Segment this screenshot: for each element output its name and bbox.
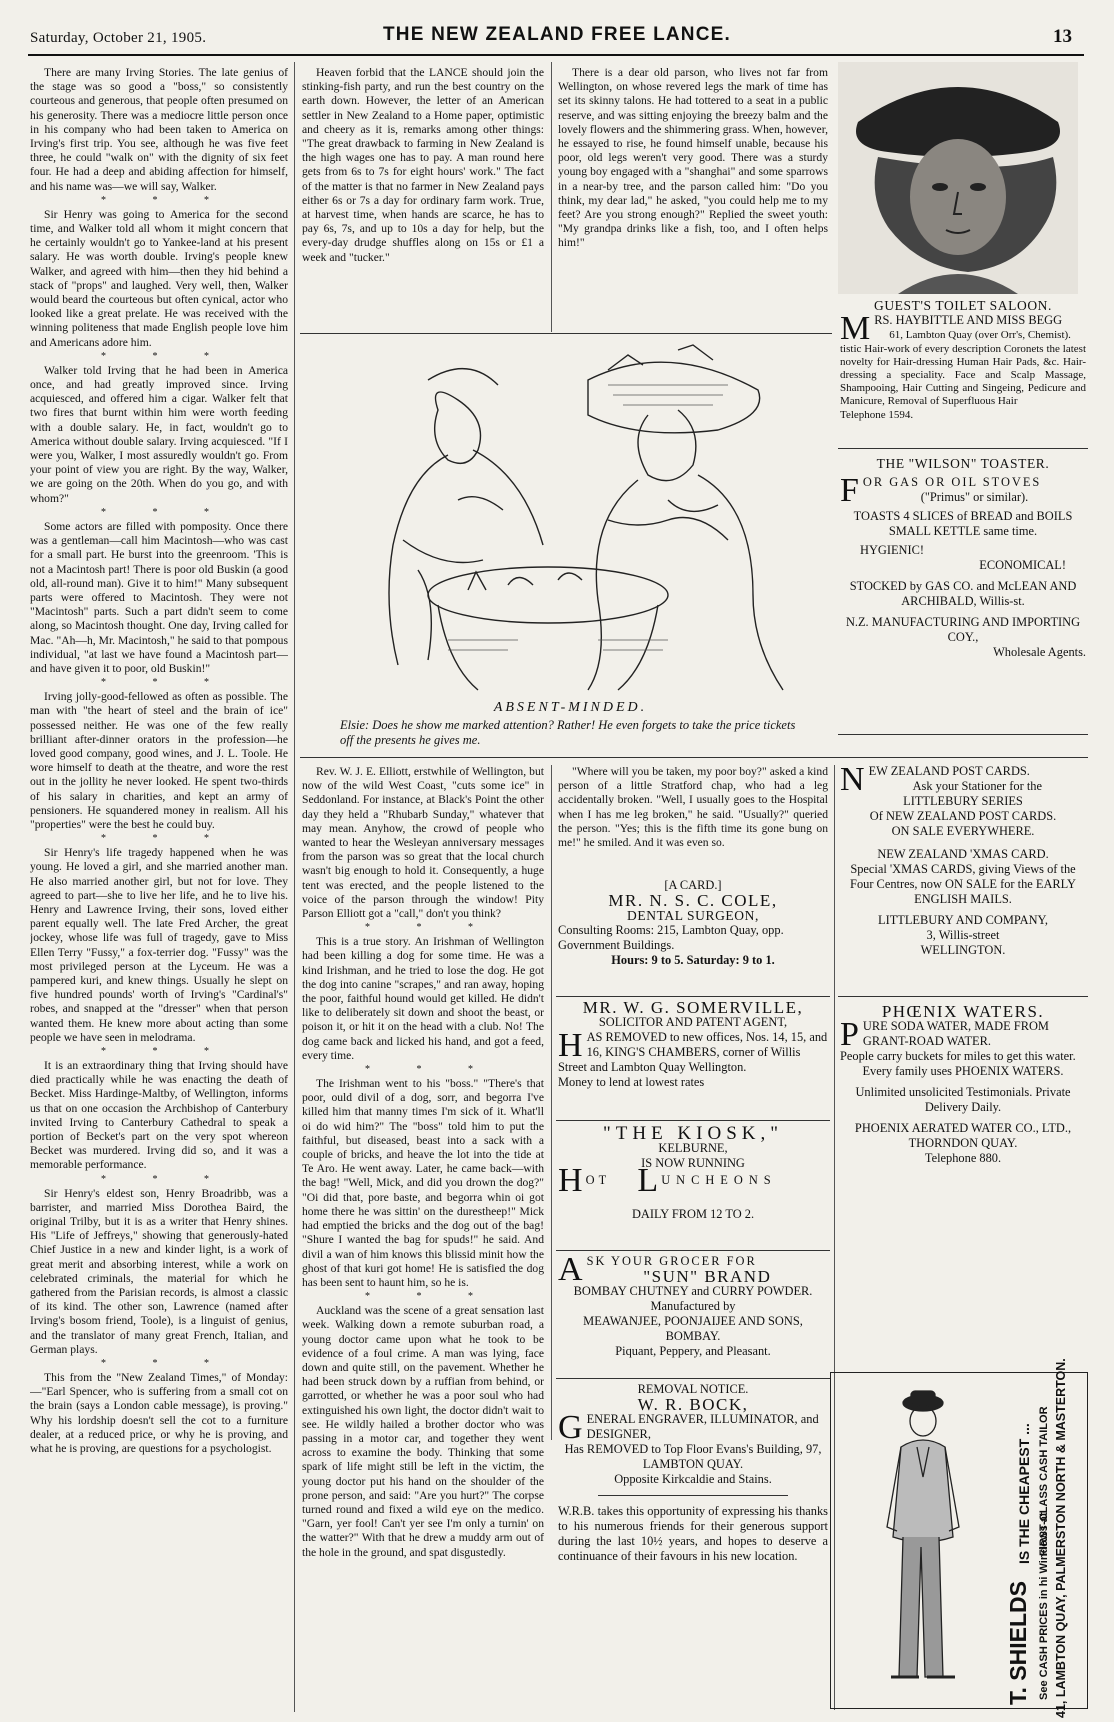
ad-title: GUEST'S TOILET SALOON. <box>873 298 1052 313</box>
ad-line: People carry buckets for miles to get this water. <box>840 1049 1076 1063</box>
ad-line: Every family uses PHOENIX WATERS. <box>862 1064 1064 1078</box>
column-divider <box>294 62 295 1712</box>
section-divider: * * * <box>101 1046 231 1057</box>
article-paragraph: Sir Henry's life tragedy happened when he was young. He loved a girl, and she married another man. He also married another girl, but not for love. They agreed to part—she to live her life, and he to live his. Henry and Lawrence Irving, their sons, loved either parent equally well. The late Fred Archer, the great jockey, whose life was full of tragedy, gave to Miss Ellen Terry "Fussy," a fox-terrier dog. "Fussy" was the most privileged person at the Lyceum. He was a pampered kuri, and knew things. Usually he slept on five hundred pounds' worth of Irving's "Cardinal's" robes, and snapped at the "dresser" when that person wanted them. He knew more about acting than some people we have seen in melodrama. <box>30 846 288 1044</box>
ad-economical: ECONOMICAL! <box>979 558 1066 572</box>
section-divider: * * * <box>101 350 231 362</box>
ad-special: Special 'XMAS CARDS, giving Views of the Four Centres, now ON SALE for the EARLY ENGLISH MAILS. <box>850 862 1076 906</box>
ad-word: OT <box>585 1173 611 1187</box>
column-farm-wages <box>302 66 544 330</box>
article-paragraph: Auckland was the scene of a great sensation last week. Walking down a remote suburban road, a young doctor came upon what he took to be evidence of a foul crime. A man was lying, face down and quite still, on the pavement. Whether he had been struck down by a ruffian from behind, or garrotted, or whether he was a poor soul who had extinguished his own light, the doctor didn't wait to see. He wildly hailed a brother doctor who was passing in a motor car, and together they went across to examine the body. Thinking that some spark of life might still be left in the victim, the young doctor put his hand on the shoulder of the prone person, and said: "Are you hurt?" The corpse turned round and fixed a wild eye on the medico. "Garn, yer fool! Can't yer see I'm only a turnin' on the watter?" With that he drew a muddy arm out of the hole in the ground, and spat disgustedly. <box>302 1304 544 1559</box>
ad-running: IS NOW RUNNING <box>641 1156 745 1170</box>
ad-line: OR GAS OR OIL STOVES <box>862 475 1042 489</box>
article-paragraph: Sir Henry was going to America for the second time, and Walker told all whom it might concern that he certainly wouldn't go to Yankee-land at his present salary. He was worth double. Irving's people knew Walker, and agreed with him—then they hid behind a stack of "props" and laughed. Very well, then, Walker would beard the courteous but often cynical, actor who looked like a great prelate. He was received with the winning politeness that made English people love him and Americans adore him. <box>30 207 288 349</box>
article-paragraph: There are many Irving Stories. The late genius of the stage was so good a "boss," so consistently courteous and generous, that people often presumed on his generosity. There was a mediocre little person once in his company who had been taken to America on Irving's first trip. You see, although he was five feet three, he could "walk on" with the dignity of six feet four. He had a deep and abiding affection for himself, and his name was—we will say, Walker. <box>30 66 288 193</box>
ad-line: Unlimited unsolicited Testimonials. Private Delivery Daily. <box>855 1085 1071 1114</box>
ad-post-cards <box>840 764 1086 964</box>
ad-maker: N.Z. MANUFACTURING AND IMPORTING COY., <box>845 615 1081 644</box>
ad-line: ("Primus" or similar). <box>920 490 1029 504</box>
column-divider <box>551 62 552 332</box>
shields-prices: See CASH PRICES in hi Windows at <box>1038 1512 1050 1700</box>
ad-name: MR. N. S. C. COLE, <box>608 891 778 910</box>
column-divider <box>551 765 552 1440</box>
section-divider: * * * <box>101 833 231 845</box>
cartoon-title: ABSENT-MINDED. <box>493 700 648 715</box>
ad-opposite: Opposite Kirkcaldie and Stains. <box>614 1472 772 1486</box>
ad-rooms: Consulting Rooms: 215, Lambton Quay, opp. Government Buildings. <box>558 923 784 952</box>
shields-cheapest: IS THE CHEAPEST ... <box>1016 1423 1032 1564</box>
section-divider: * * * <box>101 1358 231 1370</box>
ad-tel: Telephone 1594. <box>840 409 914 421</box>
ad-word: UNCHEONS <box>661 1173 777 1187</box>
rule <box>838 996 1088 997</box>
rule <box>556 1250 830 1251</box>
ad-of: Of NEW ZEALAND POST CARDS. <box>869 809 1057 823</box>
ad-maker: MEAWANJEE, POONJAIJEE AND SONS, BOMBAY. <box>583 1314 803 1343</box>
ad-thanks: W.R.B. takes this opportunity of expressing his thanks to his numerous friends for their generous support during the last 10½ years, and hopes to deserve a continuance of their favours in his new location. <box>558 1504 828 1563</box>
ad-firm: LITTLEBURY AND COMPANY, <box>878 913 1048 927</box>
section-divider: * * * <box>365 1064 495 1076</box>
ad-name: "THE KIOSK," <box>602 1126 783 1144</box>
section-divider: * * * <box>101 1173 231 1185</box>
article-paragraph: Walker told Irving that he had been in America once, and had greatly improved since. Irving acquiesced, and offered him a cigar. Walker felt that two fires that burnt within him were worth feeding with a double salary. He, in fact, wouldn't go to America without double salary. Irving acquiesced. "If I were you, Walker, I most assuredly wouldn't go. From your point of view you are right. By the way, Walker, we are going on the 20th. When do you go, and with whom?" <box>30 363 288 505</box>
ad-body: AS REMOVED to new offices, Nos. 14, 15, and 16, KING'S CHAMBERS, corner of Willis Street and Lambton Quay Wellington. <box>558 1030 828 1074</box>
newspaper-title: THE NEW ZEALAND FREE LANCE. <box>382 24 731 45</box>
article-paragraph: The Irishman went to his "boss." "There's that poor, ould divil of a dog, sorr, and begorra I've killed him that manny times I'm sick of it. What'll oi do wid him?" The "boss" told him to put the faithful, but diseased, beast into a sack with a couple of bricks, and heave the lot into the tide at Te Aro. He went away. Later, he came back—with the bag! "Well, Mick, and did you drown the dog?" "Oi did that, pore baste, and begorra whin oi got home there he was sittin' on the durestheep!" Mick had emptied the bricks and the dog out of the bag! "Shure I wanted the bag for spuds!" he said. And divil a wan of him knows this blissid minit how the ghost of that kuri got home! He is satisfied the dog has been sent to haunt him, so he is. <box>302 1077 544 1289</box>
ad-ask: Ask your Stationer for the <box>912 779 1042 793</box>
rule <box>838 734 1088 735</box>
section-divider: * * * <box>365 1291 495 1303</box>
drop-cap: P <box>840 1016 859 1053</box>
ad-hours: Hours: 9 to 5. Saturday: 9 to 1. <box>611 953 775 967</box>
masthead <box>0 0 1114 56</box>
ad-notice: REMOVAL NOTICE. <box>637 1382 749 1396</box>
section-divider: * * * <box>101 194 231 206</box>
ad-cole-dentist <box>558 878 828 994</box>
ad-trade: ENERAL ENGRAVER, ILLUMINATOR, and DESIGNER, <box>586 1412 819 1441</box>
article-paragraph: It is an extraordinary thing that Irving should have died practically while he was enacting the death of Becket. Miss Hardinge-Maltby, of Wellington, informs us that on one occasion the Archbishop of Canterbury invited Irving to Canterbury Cathedral to speak a portion of Becket's part on the very spot whereon Becket was murdered. Irving did so, and it was a memorable performance. <box>30 1059 288 1172</box>
ad-daily: DAILY FROM 12 TO 2. <box>631 1207 755 1221</box>
ad-hygienic: HYGIENIC! <box>860 543 925 557</box>
rule <box>838 448 1088 449</box>
article-paragraph: Heaven forbid that the LANCE should join the stinking-fish party, and run the best country on the earth down. However, the letter of an American settler in New Zealand to a Home paper, optimistic and cheery as it is, remarks among other things: "The great drawback to farming in New Zealand is the high wages one has to pay. A man round here gets from 6s to 7s for eight hours' work." The fact of the matter is that no farmer in New Zealand pays either 6s or 7s a day for ordinary farm work. True, at harvest time, when hands are scarce, he has to pay 6s, 7s, and up to 10s a day for help, but the every-day drudge shuffles along on 15s or £1 a week and "tucker." <box>302 66 544 264</box>
ad-line: SK YOUR GROCER FOR <box>586 1254 757 1268</box>
drop-cap: M <box>840 310 871 347</box>
ad-kiosk <box>558 1126 828 1246</box>
ad-phoenix-waters <box>840 1004 1086 1204</box>
ad-stocked: STOCKED by GAS CO. and McLEAN AND ARCHIBALD, Willis-st. <box>849 579 1077 608</box>
column-local-stories <box>302 765 544 1710</box>
ad-city: WELLINGTON. <box>920 943 1006 957</box>
drop-cap: F <box>840 472 859 509</box>
ad-title: DENTAL SURGEON, <box>627 908 759 923</box>
page-number: 13 <box>1053 26 1072 47</box>
drop-cap: A <box>558 1254 583 1288</box>
rule <box>556 996 830 997</box>
ad-tagline: Piquant, Peppery, and Pleasant. <box>615 1344 771 1358</box>
rule <box>556 1378 830 1379</box>
rule <box>598 1495 788 1496</box>
ad-product: BOMBAY CHUTNEY and CURRY POWDER. <box>573 1284 813 1298</box>
issue-date: Saturday, October 21, 1905. <box>30 30 207 46</box>
ad-addr: 61, Lambton Quay (over Orr's, Chemist). <box>889 329 1071 341</box>
shields-tailor-line: FIRST-CLASS CASH TAILOR <box>1038 1406 1050 1556</box>
ad-series: LITTLEBURY SERIES <box>903 794 1023 808</box>
rule <box>300 333 832 334</box>
article-paragraph: There is a dear old parson, who lives not far from Wellington, on whose revered legs the mark of time has set its skinny talons. He had tottered to a seat in a public reserve, and was sitting enjoying the breezy balm and the lovely flowers and the shimmering grass. When, however, he essayed to rise, he found himself unable, because his poor, old legs weren't very good. There was a sturdy young boy engaged with a "shanghai" and some sparrows in a near-by tree, and the parson called him: "Do you think, my dear lad," he asked, "you could help me to my feet? Are you strong enough?" Replied the sweet youth: "My grandpa drinks like a fish, too, and I often helps him!" <box>558 66 828 250</box>
column-irving-stories <box>30 66 288 1716</box>
ad-name: W. R. BOCK, <box>637 1395 749 1414</box>
ad-title: PHŒNIX WATERS. <box>881 1004 1045 1021</box>
ad-sun-brand <box>558 1254 828 1374</box>
shields-name: T. SHIELDS <box>1005 1581 1031 1705</box>
drop-cap: H <box>558 1162 583 1199</box>
article-paragraph: This from the "New Zealand Times," of Monday:—"Earl Spencer, who is suffering from a small cot on the brain (says a London cable message), is proving." Why his lordship doesn't sell the cot to a furniture dealer, at a reduced price, or why he is proving, and what he is proving, are questions for a psychologist. <box>30 1371 288 1456</box>
ad-money: Money to lend at lowest rates <box>558 1075 705 1089</box>
column-parson-story <box>558 66 828 330</box>
ad-made: Manufactured by <box>650 1299 736 1313</box>
ad-title: THE "WILSON" TOASTER. <box>876 456 1050 471</box>
section-divider: * * * <box>101 506 231 518</box>
article-paragraph: "Where will you be taken, my poor boy?" asked a kind person of a little Stratford chap, who had a leg accidentally broken. "Well, I usually goes to the Hospital when I has me leg broken," he said. "Usually?" queried the person. "Yes; this is the fifth time its gone bung on me!" he smiled. And it was even so. <box>558 765 828 850</box>
column-stratford-boy <box>558 765 828 855</box>
ad-title: SOLICITOR AND PATENT AGENT, <box>598 1015 788 1029</box>
ad-line: URE SODA WATER, MADE FROM GRANT-ROAD WATER. <box>862 1019 1049 1048</box>
ad-agents: Wholesale Agents. <box>993 645 1086 659</box>
drop-cap: N <box>840 764 865 798</box>
ad-sale: ON SALE EVERYWHERE. <box>891 824 1035 838</box>
shields-address: 41, LAMBTON QUAY, PALMERSTON NORTH & MASTERTON. <box>1054 1358 1068 1718</box>
masthead-rule <box>28 54 1084 56</box>
ad-guests-saloon <box>840 298 1086 446</box>
section-divider: * * * <box>365 922 495 934</box>
ad-company: PHOENIX AERATED WATER CO., LTD., THORNDON QUAY. <box>854 1121 1072 1150</box>
ad-wilson-toaster <box>840 456 1086 732</box>
article-paragraph: Irving jolly-good-fellowed as often as possible. The man with "the heart of steel and the brain of ice" possessed neither. He was one of the few really brilliant after-dinner orators in the profession—he loved good company, good wines, and J. L. Toole. He wore himself to death at the theatre, and wore the rest out in the jollity he never looked. He spent two-thirds of his salary in charities, and kept an army of pensioners. He squandered money in realism. All his "properties" were the best he could buy. <box>30 690 288 831</box>
rule <box>300 757 1088 758</box>
ad-street: 3, Willis-street <box>926 928 1000 942</box>
ad-name: MR. W. G. SOMERVILLE, <box>582 1000 804 1017</box>
cartoon-illustration <box>308 340 833 692</box>
woman-portrait-illustration <box>838 62 1078 294</box>
drop-cap: H <box>558 1027 583 1064</box>
drop-cap: G <box>558 1409 583 1446</box>
section-divider: * * * <box>101 677 231 689</box>
ad-brand: "SUN" BRAND <box>643 1267 772 1286</box>
rule <box>556 1120 830 1121</box>
shields-text-block <box>1005 1358 1082 1718</box>
ad-xmas: NEW ZEALAND 'XMAS CARD. <box>877 847 1049 861</box>
ad-names: RS. HAYBITTLE AND MISS BEGG <box>874 313 1063 327</box>
article-paragraph: Some actors are filled with pomposity. Once there was a gentleman—call him Macintosh—who was cast for a small part. He burst into the greenroom. 'This is not a Macintosh part! There is poor old Buskin (a good old, all-round man). Give it to him!" Many subsequent parts were offered to Macintosh. They were not "Macintosh" parts. Such a part didn't seem to come along, so Macintosh thought. One day, Irving called for Mac. "Ah—h, Mr. Macintosh," he said to that pompous individual, "at last we have found a Macintosh part—and have given it to poor, old Buskin!" <box>30 519 288 675</box>
cartoon-caption: Elsie: Does he show me marked attention? Rather! He even forgets to take the price tickets off the presents he gives me. <box>340 718 796 747</box>
article-paragraph: This is a true story. An Irishman of Wellington had been killing a dog for some time. He was a kind Irishman, and he tried to lose the dog. He got the dog into canine "scrapes," and ran away, hoping the poor, faithful hound would get killed. He didn't like to deliberately sit down and shoot the beast, or poison it, or hit it on the head with a club. No! The dog came back and licked his hand, and got a feed, every time. <box>302 935 544 1062</box>
ad-body: tistic Hair-work of every description Coronets the latest novelty for Hair-dressing Human Hair Pads, &c. Hair-dressing a speciality. Face and Scalp Massage, Shampooing, Hair Cutting and Singeing, Pedicure and Manicure, Removal of Superfluous Hair <box>840 343 1086 407</box>
ad-somerville-solicitor <box>558 1000 828 1118</box>
article-paragraph: Sir Henry's eldest son, Henry Broadribb, was a barrister, and married Miss Dorothea Baird, the original Trilby, but it is as a writer that Henry shines. His "Life of Jeffreys," showing that generously-hated Chief Justice in a new and kinder light, is a work of great merit and absorbing interest, while a work on celebrated criminals, the material for which he gathered from the Parisian records, is almost a classic of its kind. The other son, Lawrence (named after Irving's bosom friend, Toole), is a linguist of genius, and the translator of many great French, Italian, and German plays. <box>30 1186 288 1356</box>
ad-removed: Has REMOVED to Top Floor Evans's Building, 97, LAMBTON QUAY. <box>564 1442 822 1471</box>
ad-title: EW ZEALAND POST CARDS. <box>868 764 1030 778</box>
ad-place: KELBURNE, <box>658 1141 728 1155</box>
ad-tag: [A CARD.] <box>664 878 722 892</box>
ad-tel: Telephone 880. <box>924 1151 1002 1165</box>
ad-bock-engraver <box>558 1382 828 1712</box>
tailor-figure-illustration <box>851 1387 991 1693</box>
article-paragraph: Rev. W. J. E. Elliott, erstwhile of Wellington, but now of the wild West Coast, "cuts some ice" in Seddonland. For instance, at Black's Point the other day they held a "Rhubarb Sunday," whatever that may mean. Anyhow, the crowd of people who wanted to hear the Wesleyan anniversary messages from the parson was so great that the local church wasn't big enough to hold it. Consequently, a huge tent was erected, and the people listened to the voice of the parson through the window! Pity Parson Elliott got a "call," don't you think? <box>302 765 544 921</box>
drop-cap: L <box>637 1162 659 1199</box>
ad-line: TOASTS 4 SLICES of BREAD and BOILS SMALL KETTLE same time. <box>853 509 1073 538</box>
